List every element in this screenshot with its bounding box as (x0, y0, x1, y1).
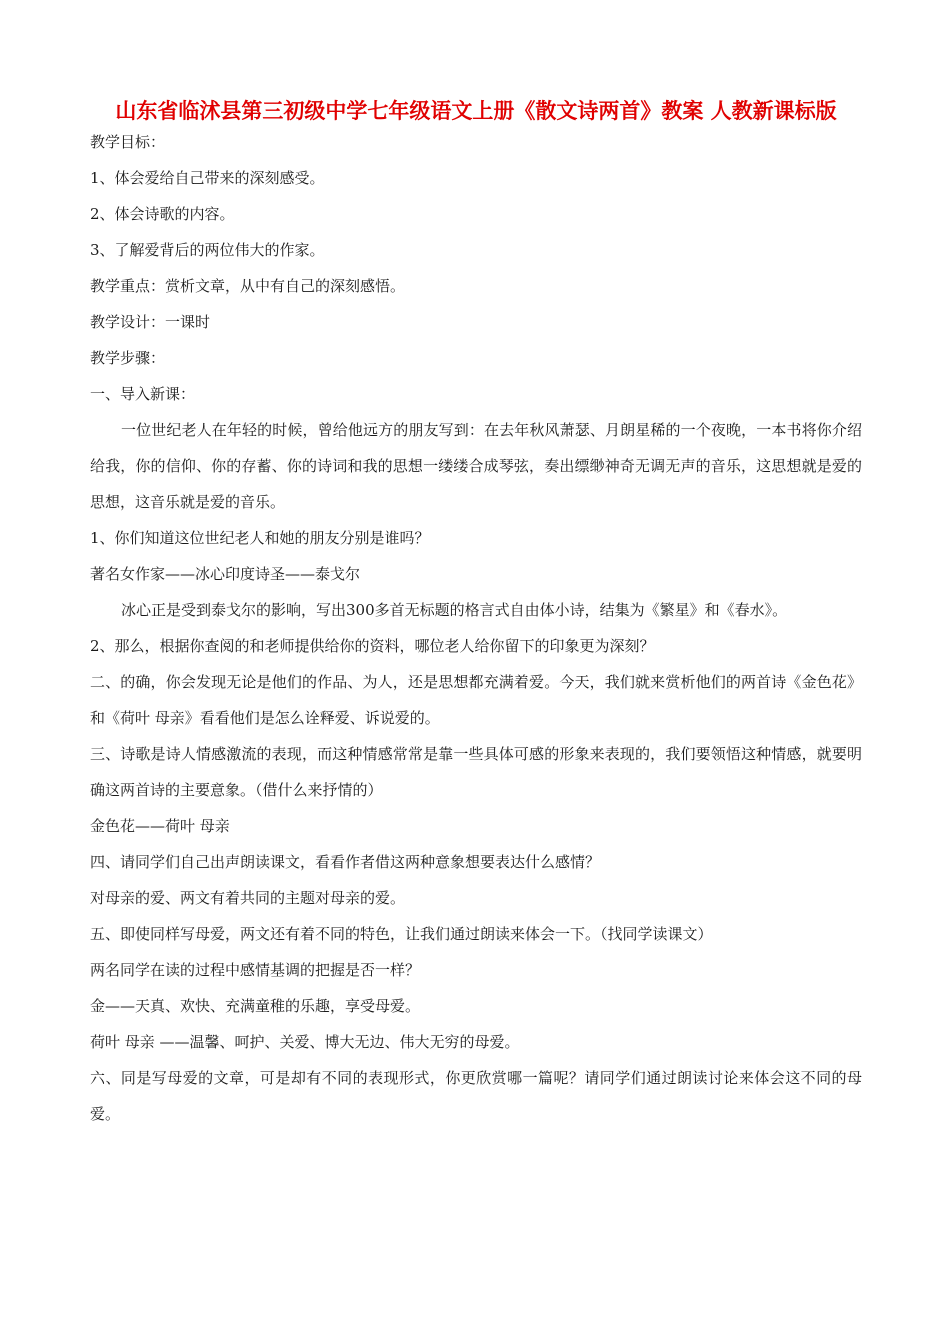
paragraph: 三、诗歌是诗人情感激流的表现，而这种情感常常是靠一些具体可感的形象来表现的，我们要领悟这种情感，就要明确这两首诗的主要意象。（借什么来抒情的） (90, 745, 862, 799)
text-line: 金——天真、欢快、充满童稚的乐趣，享受母爱。 (90, 997, 421, 1015)
paragraph: 一位世纪老人在年轻的时候，曾给他远方的朋友写到：在去年秋风萧瑟、月朗星稀的一个夜晚，一本书将你介绍给我，你的信仰、你的存蓄、你的诗词和我的思想一缕缕合成琴弦，奏出缥缈神奇无调无声的音乐，这思想就是爱的思想，这音乐就是爱的音乐。 (90, 421, 862, 511)
paragraph: 冰心正是受到泰戈尔的影响，写出300多首无标题的格言式自由体小诗，结集为《繁星》和《春水》。 (121, 601, 788, 619)
text-line: 两名同学在读的过程中感情基调的把握是否一样？ (90, 961, 421, 979)
document-title: 山东省临沭县第三初级中学七年级语文上册《散文诗两首》教案 人教新课标版 (115, 99, 837, 123)
text-line: 1、你们知道这位世纪老人和她的朋友分别是谁吗？ (90, 529, 430, 547)
text-line: 荷叶 母亲 ——温馨、呵护、关爱、博大无边、伟大无穷的母爱。 (90, 1033, 520, 1051)
text-line: 教学目标： (90, 133, 166, 151)
paragraph: 六、同是写母爱的文章，可是却有不同的表现形式，你更欣赏哪一篇呢？请同学们通过朗读讨论来体会这不同的母爱。 (90, 1069, 862, 1123)
text-line: 2、体会诗歌的内容。 (90, 205, 235, 223)
text-line: 教学设计：一课时 (90, 313, 211, 331)
text-line: 对母亲的爱、两文有着共同的主题对母亲的爱。 (90, 889, 406, 907)
text-line: 2、那么，根据你查阅的和老师提供给你的资料，哪位老人给你留下的印象更为深刻？ (90, 637, 655, 655)
text-line: 1、体会爱给自己带来的深刻感受。 (90, 169, 325, 187)
text-line: 四、请同学们自己出声朗读课文，看看作者借这两种意象想要表达什么感情？ (90, 853, 601, 871)
text-line: 3、了解爱背后的两位伟大的作家。 (90, 241, 325, 259)
text-line: 教学重点：赏析文章，从中有自己的深刻感悟。 (90, 277, 406, 295)
text-line: 著名女作家——冰心印度诗圣——泰戈尔 (90, 565, 361, 583)
text-line: 教学步骤： (90, 349, 166, 367)
text-line: 五、即使同样写母爱，两文还有着不同的特色，让我们通过朗读来体会一下。（找同学读课文） (90, 925, 713, 943)
text-line: 一、导入新课： (90, 385, 196, 403)
paragraph: 二、的确，你会发现无论是他们的作品、为人，还是思想都充满着爱。今天，我们就来赏析他们的两首诗《金色花》和《荷叶 母亲》看看他们是怎么诠释爱、诉说爱的。 (90, 673, 862, 727)
document-body (90, 131, 862, 1132)
text-line: 金色花——荷叶 母亲 (90, 817, 230, 835)
document-page (90, 98, 862, 1139)
